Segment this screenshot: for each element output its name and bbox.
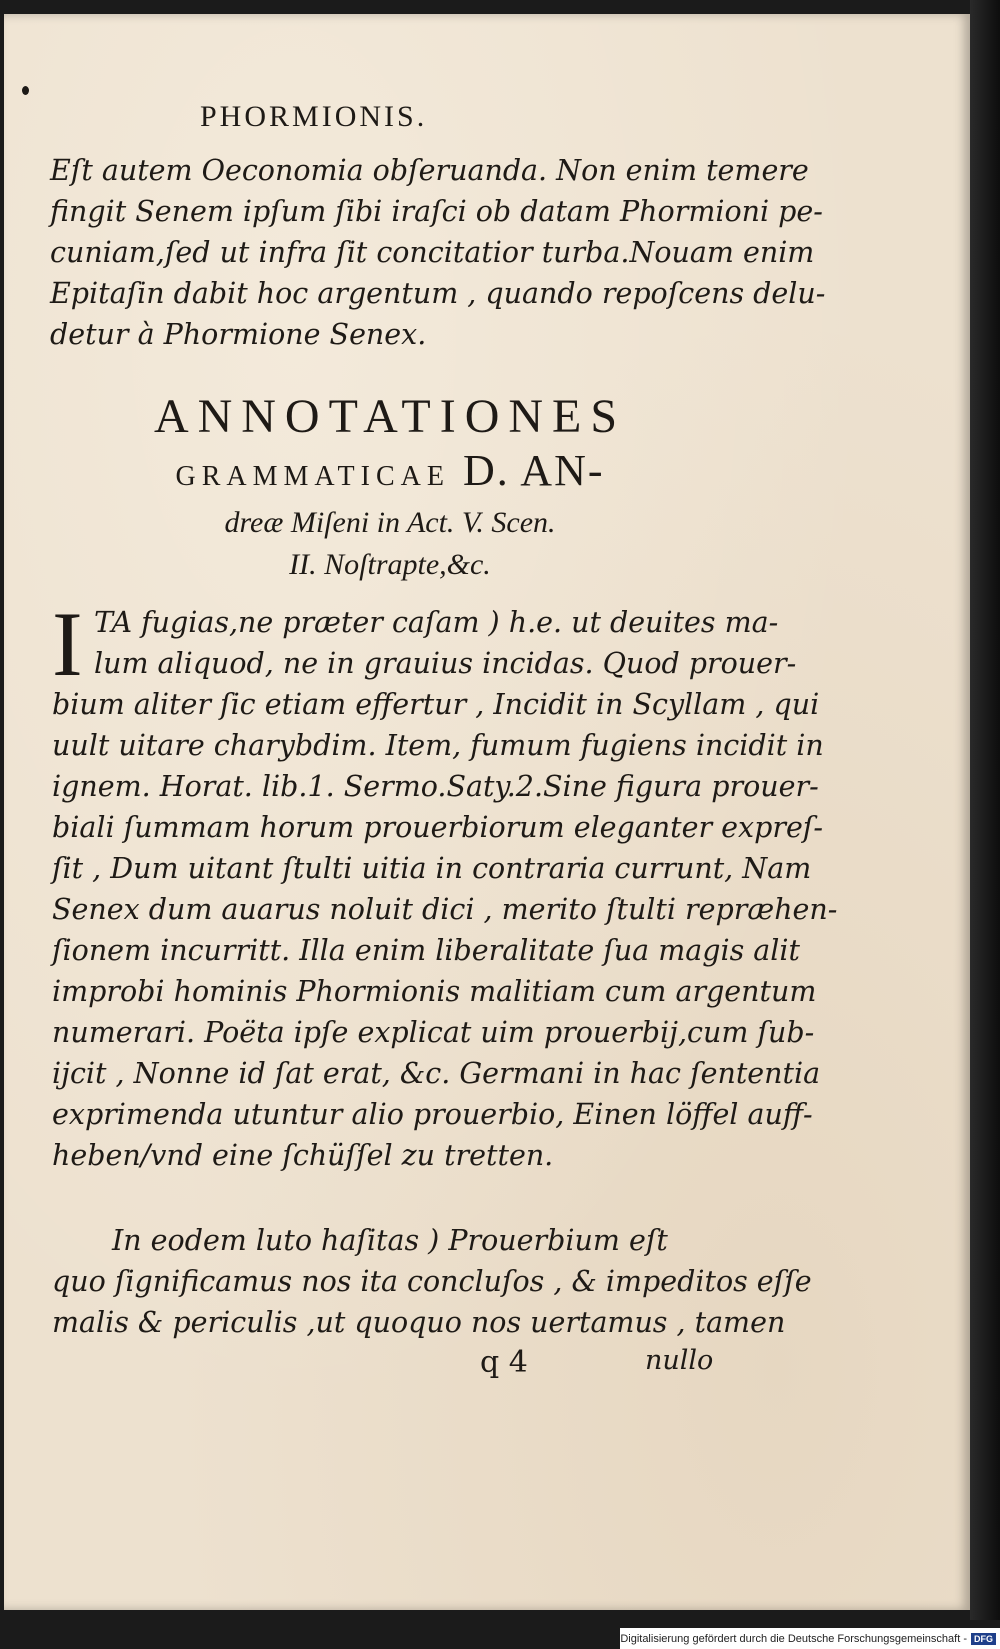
- text-line: improbi hominis Phormionis malitiam cum argentum: [52, 975, 817, 1008]
- text-line: exprimenda utuntur alio prouerbio, Einen löffel auff-: [52, 1098, 813, 1131]
- second-annotation: [52, 1220, 812, 1343]
- heading-line-2-small: GRAMMATICAE: [175, 461, 450, 492]
- ink-spot: [22, 86, 29, 95]
- text-line: biali ſummam horum prouerbiorum eleganter expreſ-: [52, 811, 823, 844]
- running-head: PHORMIONIS.: [200, 100, 428, 133]
- footer-text: Digitalisierung gefördert durch die Deutsche Forschungsgemeinschaft -: [620, 1632, 967, 1645]
- heading-line-1: ANNOTATIONES: [153, 390, 627, 443]
- text-line: bium aliter ſic etiam effertur , Incidit in Scyllam , qui: [52, 688, 820, 721]
- text-line: Epitaſin dabit hoc argentum , quando repoſcens delu-: [50, 277, 826, 310]
- text-line: fingit Senem ipſum ſibi iraſci ob datam Phormioni pe-: [50, 195, 823, 228]
- heading-line-3: dreæ Miſeni in Act. V. Scen.: [224, 506, 556, 539]
- text-line: Eſt autem Oeconomia obſeruanda. Non enim temere: [50, 154, 809, 187]
- heading-line-2: [60, 446, 720, 502]
- heading-line-4: II. Noſtrapte,&c.: [289, 548, 491, 581]
- heading-line-2-big: D. AN-: [462, 446, 605, 495]
- text-line: ignem. Horat. lib.1. Sermo.Saty.2.Sine figura prouer-: [52, 770, 819, 803]
- text-line: ſionem incurritt. Illa enim liberalitate ſua magis alit: [52, 934, 800, 967]
- text-line: malis & periculis ,ut quoquo nos uertamus , tamen: [52, 1306, 786, 1339]
- text-line: In eodem luto haſitas ) Prouerbium eſt: [112, 1224, 668, 1257]
- scan-edge: [970, 0, 1000, 1620]
- text-line: uult uitare charybdim. Item, fumum fugiens incidit in: [52, 729, 824, 762]
- digitization-footer: [620, 1628, 1000, 1649]
- signature-mark: q 4: [480, 1345, 528, 1380]
- text-line: detur à Phormione Senex.: [50, 318, 427, 351]
- catchword: nullo: [645, 1345, 714, 1376]
- dfg-logo: DFG: [971, 1633, 996, 1645]
- text-line: TA fugias,ne præter caſam ) h.e. ut deuites ma-: [94, 606, 779, 639]
- text-line: ijcit , Nonne id ſat erat, &c. Germani in hac ſententia: [52, 1057, 821, 1090]
- intro-paragraph: [50, 150, 826, 355]
- annotation-body: [52, 593, 838, 1176]
- text-line: quo ſignificamus nos ita concluſos , & impeditos eſſe: [52, 1265, 812, 1298]
- text-line: numerari. Poëta ipſe explicat uim prouerbij,cum ſub-: [52, 1016, 815, 1049]
- text-line: ſit , Dum uitant ſtulti uitia in contraria currunt, Nam: [52, 852, 812, 885]
- text-line: cuniam,ſed ut infra ſit concitatior turba.Nouam enim: [50, 236, 815, 269]
- section-heading: [60, 388, 720, 586]
- text-line: Senex dum auarus noluit dici , merito ſtulti repræhen-: [52, 893, 838, 926]
- drop-cap: I: [52, 593, 83, 695]
- text-line: lum aliquod, ne in grauius incidas. Quod prouer-: [94, 647, 797, 680]
- text-line: heben/vnd eine ſchüſſel zu tretten.: [52, 1139, 554, 1172]
